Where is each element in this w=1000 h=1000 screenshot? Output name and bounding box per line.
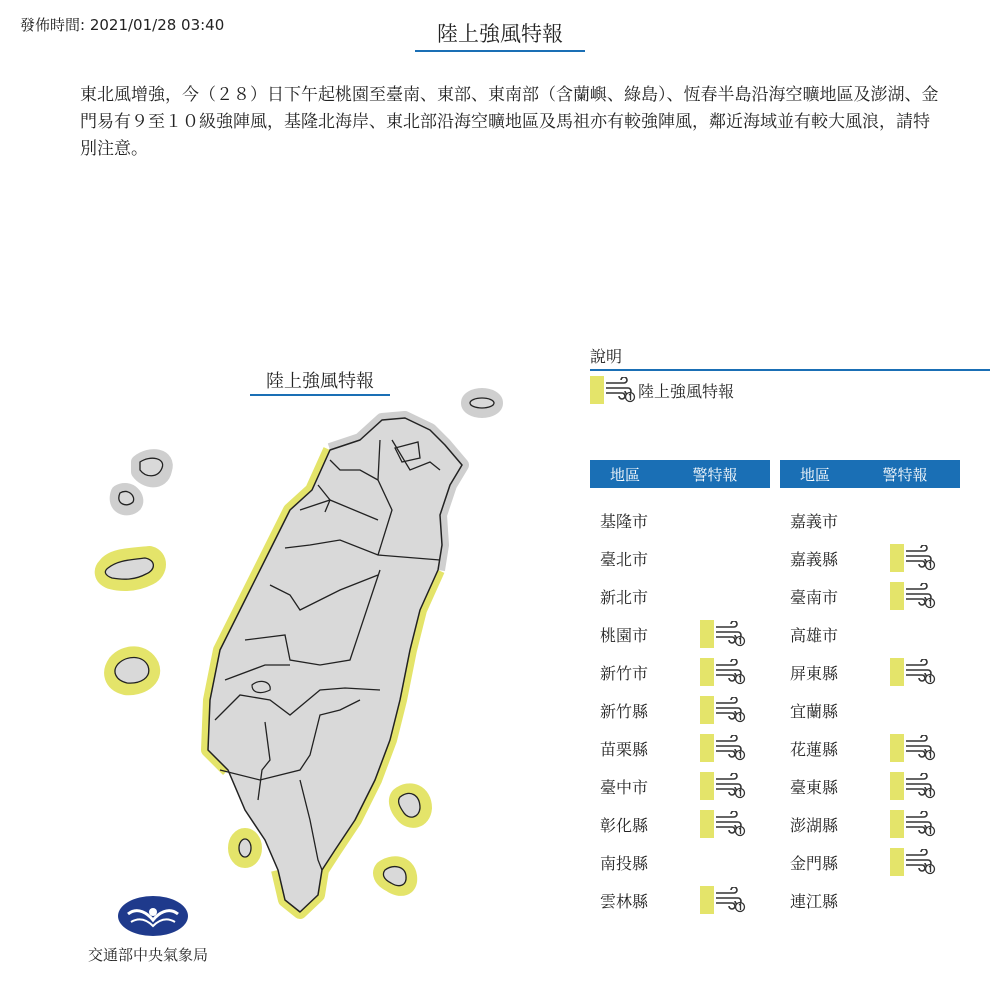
strong-wind-icon [904, 545, 936, 571]
warning-color-swatch [700, 658, 714, 686]
region-row [780, 543, 960, 573]
strong-wind-icon [904, 583, 936, 609]
warning-marker [890, 581, 936, 611]
region-name: 臺南市 [790, 587, 839, 607]
region-row [780, 695, 960, 725]
warning-marker [700, 695, 746, 725]
warning-marker [890, 733, 936, 763]
strong-wind-icon [904, 735, 936, 761]
warning-color-swatch [700, 886, 714, 914]
region-name: 屏東縣 [790, 663, 839, 683]
warning-marker [700, 771, 746, 801]
page-title: 陸上強風特報 [415, 18, 585, 52]
table-header-right [780, 460, 960, 488]
warning-color-swatch [700, 734, 714, 762]
cwb-logo [118, 896, 188, 936]
region-name: 基隆市 [600, 511, 649, 531]
warning-marker [700, 885, 746, 915]
map-title: 陸上強風特報 [250, 367, 390, 396]
strong-wind-icon [604, 377, 636, 403]
strong-wind-icon [714, 735, 746, 761]
region-row [590, 657, 770, 687]
header-warning: 警特報 [882, 465, 928, 484]
region-name: 彰化縣 [600, 815, 649, 835]
warning-color-swatch [890, 544, 904, 572]
region-name: 高雄市 [790, 625, 839, 645]
region-row [590, 885, 770, 915]
region-row [590, 771, 770, 801]
warning-marker [890, 847, 936, 877]
warning-color-swatch [890, 582, 904, 610]
warning-marker [890, 809, 936, 839]
strong-wind-icon [714, 887, 746, 913]
strong-wind-icon [714, 697, 746, 723]
strong-wind-icon [904, 773, 936, 799]
strong-wind-icon [904, 659, 936, 685]
strong-wind-icon [714, 773, 746, 799]
warning-marker [700, 619, 746, 649]
warning-color-swatch [700, 772, 714, 800]
region-row [590, 581, 770, 611]
region-name: 臺東縣 [790, 777, 839, 797]
island-matsu-north [140, 458, 163, 476]
region-name: 連江縣 [790, 891, 839, 911]
warning-color-swatch [890, 810, 904, 838]
island-penghu [115, 657, 149, 683]
region-row [780, 657, 960, 687]
region-row [780, 733, 960, 763]
region-row [590, 809, 770, 839]
region-name: 花蓮縣 [790, 739, 839, 759]
warning-marker [700, 733, 746, 763]
warning-marker [890, 771, 936, 801]
header-region: 地區 [799, 465, 830, 484]
region-row [780, 505, 960, 535]
header-warning: 警特報 [692, 465, 738, 484]
warning-color-swatch [700, 810, 714, 838]
warning-color-swatch [700, 696, 714, 724]
region-row [780, 619, 960, 649]
region-name: 嘉義縣 [790, 549, 839, 569]
warning-color-swatch [890, 848, 904, 876]
region-row [590, 619, 770, 649]
region-name: 雲林縣 [600, 891, 649, 911]
island-guishan [470, 398, 494, 408]
region-name: 南投縣 [600, 853, 649, 873]
header-region: 地區 [609, 465, 640, 484]
issued-time: 發佈時間: 2021/01/28 03:40 [20, 16, 225, 34]
region-name: 澎湖縣 [790, 815, 839, 835]
region-name: 臺中市 [600, 777, 649, 797]
warning-color-swatch [590, 376, 604, 404]
warning-marker [700, 657, 746, 687]
island-matsu-south [119, 491, 134, 504]
legend-item [590, 376, 734, 404]
strong-wind-icon [714, 659, 746, 685]
region-row [590, 543, 770, 573]
region-name: 宜蘭縣 [790, 701, 839, 721]
region-row [590, 505, 770, 535]
region-row [590, 695, 770, 725]
region-row [780, 885, 960, 915]
legend-heading: 說明 [590, 344, 990, 371]
strong-wind-icon [714, 811, 746, 837]
region-name: 新竹縣 [600, 701, 649, 721]
warning-marker [700, 809, 746, 839]
strong-wind-icon [904, 811, 936, 837]
legend-label: 陸上強風特報 [638, 381, 735, 401]
warning-color-swatch [700, 620, 714, 648]
region-row [780, 847, 960, 877]
region-name: 新北市 [600, 587, 649, 607]
region-row [780, 581, 960, 611]
region-row [780, 771, 960, 801]
region-row [590, 733, 770, 763]
region-name: 臺北市 [600, 549, 649, 569]
agency-name: 交通部中央氣象局 [88, 946, 209, 964]
warning-description: 東北風增強，今（２８）日下午起桃園至臺南、東部、東南部（含蘭嶼、綠島）、恆春半島沿海空曠地區及澎湖、金門易有９至１０級強陣風，基隆北海岸、東北部沿海空曠地區及馬祖亦有較強陣風，鄰近海域並有較大風浪，請特別注意。 [80, 85, 939, 159]
warning-color-swatch [890, 658, 904, 686]
region-row [780, 809, 960, 839]
region-name: 桃園市 [600, 625, 649, 645]
strong-wind-icon [714, 621, 746, 647]
warning-marker [890, 657, 936, 687]
region-name: 嘉義市 [790, 511, 839, 531]
island-liuqiu [239, 839, 251, 857]
region-name: 新竹市 [600, 663, 649, 683]
warning-marker [890, 543, 936, 573]
strong-wind-icon [904, 849, 936, 875]
region-row [590, 847, 770, 877]
region-name: 苗栗縣 [600, 739, 649, 759]
warning-color-swatch [890, 772, 904, 800]
warning-color-swatch [890, 734, 904, 762]
table-header-left [590, 460, 770, 488]
region-name: 金門縣 [790, 853, 839, 873]
